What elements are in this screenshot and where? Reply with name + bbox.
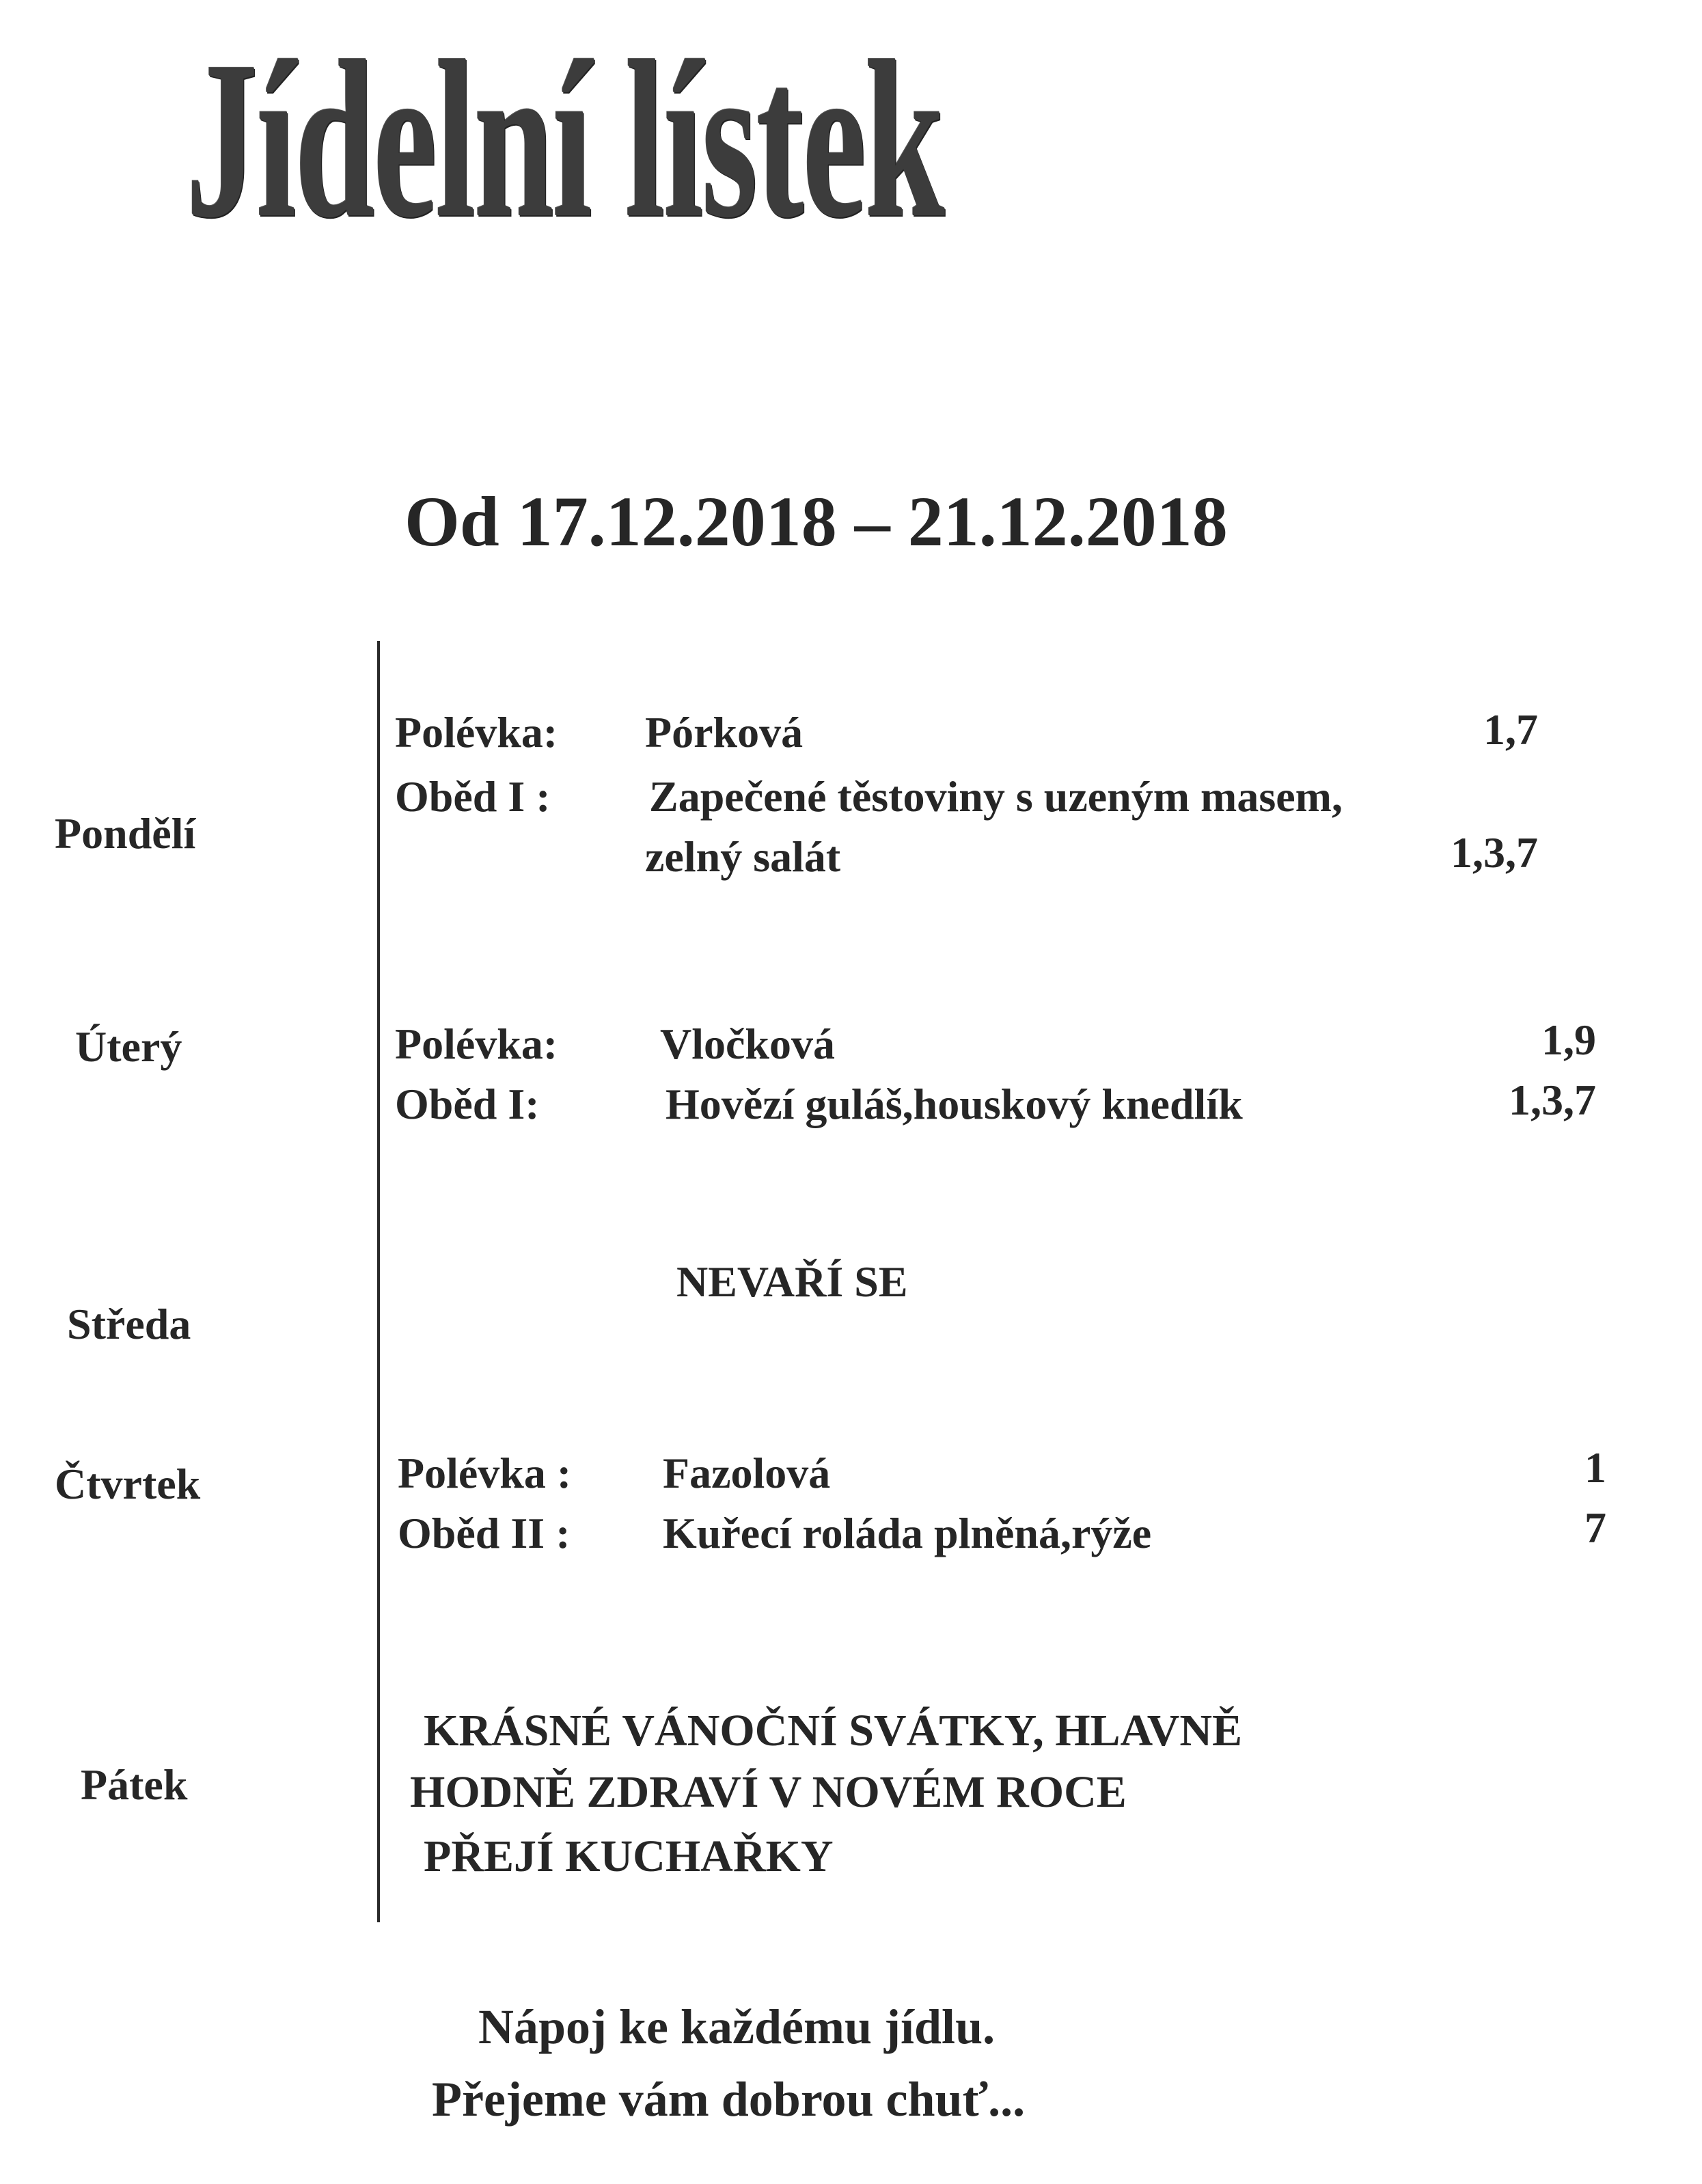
thursday-soup: Fazolová	[663, 1449, 831, 1497]
footer-drink-note: Nápoj ke každému jídlu.	[478, 1999, 996, 2054]
monday-lunch-allergens: 1,3,7	[1451, 828, 1538, 877]
tuesday-soup-allergens: 1,9	[1541, 1015, 1596, 1064]
monday-soup: Pórková	[645, 708, 804, 756]
monday-lunch-label: Oběd I :	[395, 772, 551, 821]
thursday-lunch: Kuřecí roláda plněná,rýže	[663, 1509, 1152, 1557]
thursday-soup-label: Polévka :	[398, 1449, 572, 1497]
thursday-lunch-label: Oběd II :	[398, 1509, 571, 1557]
day-label-wednesday: Středa	[67, 1300, 191, 1348]
day-label-thursday: Čtvrtek	[55, 1460, 201, 1508]
day-label-monday: Pondělí	[55, 809, 196, 858]
column-divider	[377, 641, 380, 1922]
monday-lunch-line2: zelný salát	[645, 832, 841, 881]
friday-greeting-line2: HODNĚ ZDRAVÍ V NOVÉM ROCE	[410, 1767, 1127, 1817]
thursday-soup-allergens: 1	[1584, 1443, 1606, 1492]
tuesday-lunch-label: Oběd I:	[395, 1080, 540, 1128]
thursday-lunch-allergens: 7	[1584, 1503, 1606, 1552]
footer-wish: Přejeme vám dobrou chuť...	[432, 2072, 1026, 2127]
date-range: Od 17.12.2018 – 21.12.2018	[404, 482, 1228, 561]
tuesday-lunch-allergens: 1,3,7	[1509, 1076, 1596, 1124]
tuesday-soup: Vločková	[660, 1020, 835, 1068]
wednesday-note: NEVAŘÍ SE	[676, 1257, 908, 1306]
tuesday-lunch: Hovězí guláš,houskový knedlík	[665, 1080, 1243, 1128]
friday-greeting-line1: KRÁSNÉ VÁNOČNÍ SVÁTKY, HLAVNĚ	[424, 1706, 1243, 1756]
tuesday-soup-label: Polévka:	[395, 1020, 558, 1068]
day-label-tuesday: Úterý	[75, 1022, 182, 1071]
monday-soup-label: Polévka:	[395, 708, 558, 756]
day-label-friday: Pátek	[81, 1760, 188, 1809]
monday-lunch-line1: Zapečené těstoviny s uzeným masem,	[649, 772, 1343, 821]
menu-title: Jídelní lístek	[186, 15, 944, 264]
monday-soup-allergens: 1,7	[1483, 705, 1538, 754]
friday-greeting-line3: PŘEJÍ KUCHAŘKY	[424, 1831, 834, 1881]
